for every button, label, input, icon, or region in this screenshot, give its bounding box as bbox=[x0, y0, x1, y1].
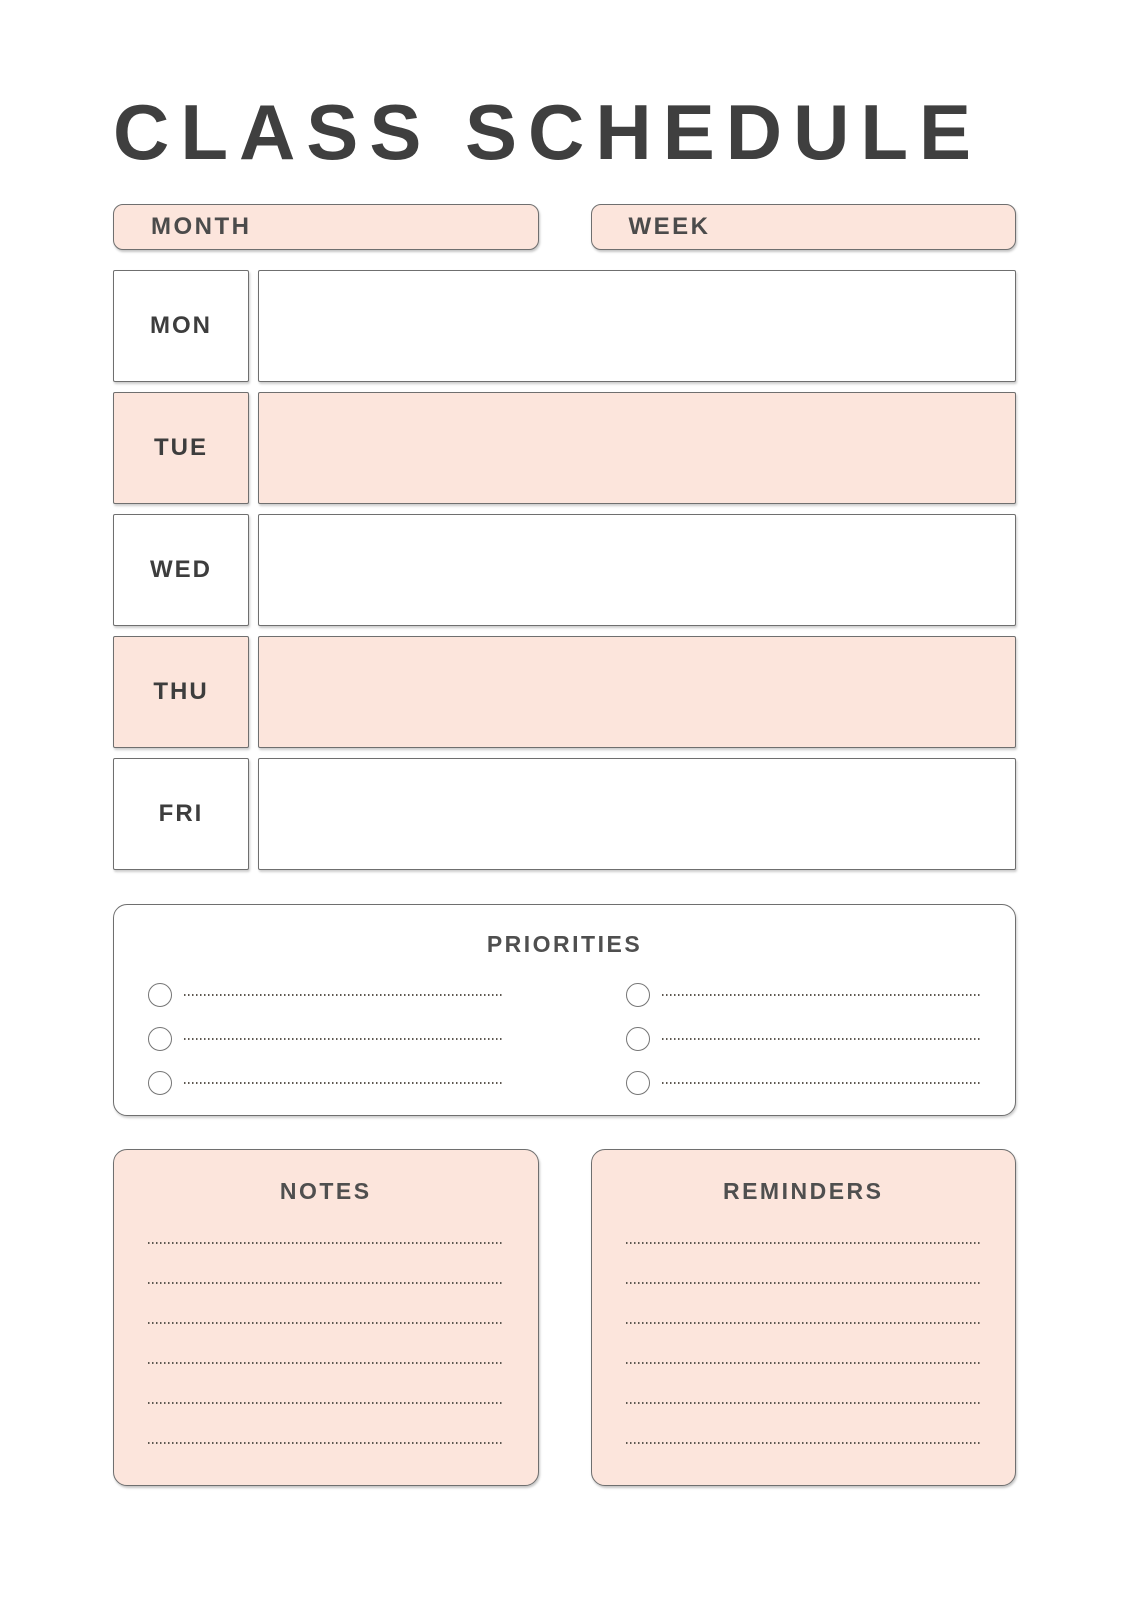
day-label-cell-thu bbox=[113, 636, 249, 748]
priority-item bbox=[626, 1017, 982, 1061]
priorities-title: PRIORITIES bbox=[486, 931, 643, 957]
reminders-write-line[interactable] bbox=[626, 1364, 982, 1404]
day-entry-cell-mon[interactable] bbox=[258, 270, 1016, 382]
notes-section bbox=[113, 1149, 539, 1486]
reminders-write-line[interactable] bbox=[626, 1284, 982, 1324]
month-field-label: MONTH bbox=[151, 213, 252, 240]
day-entry-cell-tue[interactable] bbox=[258, 392, 1016, 504]
priority-write-line[interactable] bbox=[662, 1038, 982, 1040]
notes-write-line[interactable] bbox=[148, 1404, 504, 1444]
priority-write-line[interactable] bbox=[184, 1082, 504, 1084]
priority-circle-icon[interactable] bbox=[148, 1071, 172, 1095]
day-label-cell-wed bbox=[113, 514, 249, 626]
notes-write-line[interactable] bbox=[148, 1364, 504, 1404]
day-label-cell-fri bbox=[113, 758, 249, 870]
schedule-row-fri bbox=[113, 758, 1016, 870]
reminders-write-line[interactable] bbox=[626, 1404, 982, 1444]
reminders-write-line[interactable] bbox=[626, 1204, 982, 1244]
day-entry-cell-thu[interactable] bbox=[258, 636, 1016, 748]
reminders-write-line[interactable] bbox=[626, 1244, 982, 1284]
day-label-cell-mon bbox=[113, 270, 249, 382]
priority-item bbox=[626, 973, 982, 1017]
bottom-section-row bbox=[113, 1149, 1016, 1486]
day-label: WED bbox=[150, 556, 212, 583]
day-label: THU bbox=[153, 678, 209, 705]
schedule-row-thu bbox=[113, 636, 1016, 748]
page-title: CLASS SCHEDULE bbox=[113, 88, 983, 176]
reminders-title: REMINDERS bbox=[722, 1178, 884, 1204]
notes-write-line[interactable] bbox=[148, 1204, 504, 1244]
priority-circle-icon[interactable] bbox=[626, 1071, 650, 1095]
priority-item bbox=[148, 973, 504, 1017]
priorities-grid bbox=[114, 973, 1015, 1105]
notes-title: NOTES bbox=[279, 1178, 372, 1204]
day-label: MON bbox=[150, 312, 212, 339]
week-field-label: WEEK bbox=[628, 213, 711, 240]
notes-write-line[interactable] bbox=[148, 1244, 504, 1284]
reminders-lines bbox=[626, 1204, 982, 1444]
reminders-section bbox=[591, 1149, 1017, 1486]
schedule-table bbox=[113, 270, 1016, 870]
priority-circle-icon[interactable] bbox=[148, 983, 172, 1007]
day-entry-cell-wed[interactable] bbox=[258, 514, 1016, 626]
month-field[interactable] bbox=[113, 204, 539, 250]
week-field[interactable] bbox=[591, 204, 1017, 250]
priority-write-line[interactable] bbox=[662, 1082, 982, 1084]
day-label-cell-tue bbox=[113, 392, 249, 504]
reminders-write-line[interactable] bbox=[626, 1324, 982, 1364]
notes-write-line[interactable] bbox=[148, 1284, 504, 1324]
priorities-section bbox=[113, 904, 1016, 1116]
day-label: FRI bbox=[158, 800, 204, 827]
notes-write-line[interactable] bbox=[148, 1324, 504, 1364]
priority-write-line[interactable] bbox=[662, 994, 982, 996]
day-entry-cell-fri[interactable] bbox=[258, 758, 1016, 870]
day-label: TUE bbox=[154, 434, 208, 461]
priority-item bbox=[626, 1061, 982, 1105]
header-field-row bbox=[113, 204, 1016, 250]
priority-circle-icon[interactable] bbox=[626, 983, 650, 1007]
priority-write-line[interactable] bbox=[184, 1038, 504, 1040]
notes-lines bbox=[148, 1204, 504, 1444]
schedule-row-wed bbox=[113, 514, 1016, 626]
priority-write-line[interactable] bbox=[184, 994, 504, 996]
priority-circle-icon[interactable] bbox=[626, 1027, 650, 1051]
schedule-row-tue bbox=[113, 392, 1016, 504]
schedule-row-mon bbox=[113, 270, 1016, 382]
priority-item bbox=[148, 1061, 504, 1105]
priority-item bbox=[148, 1017, 504, 1061]
priority-circle-icon[interactable] bbox=[148, 1027, 172, 1051]
